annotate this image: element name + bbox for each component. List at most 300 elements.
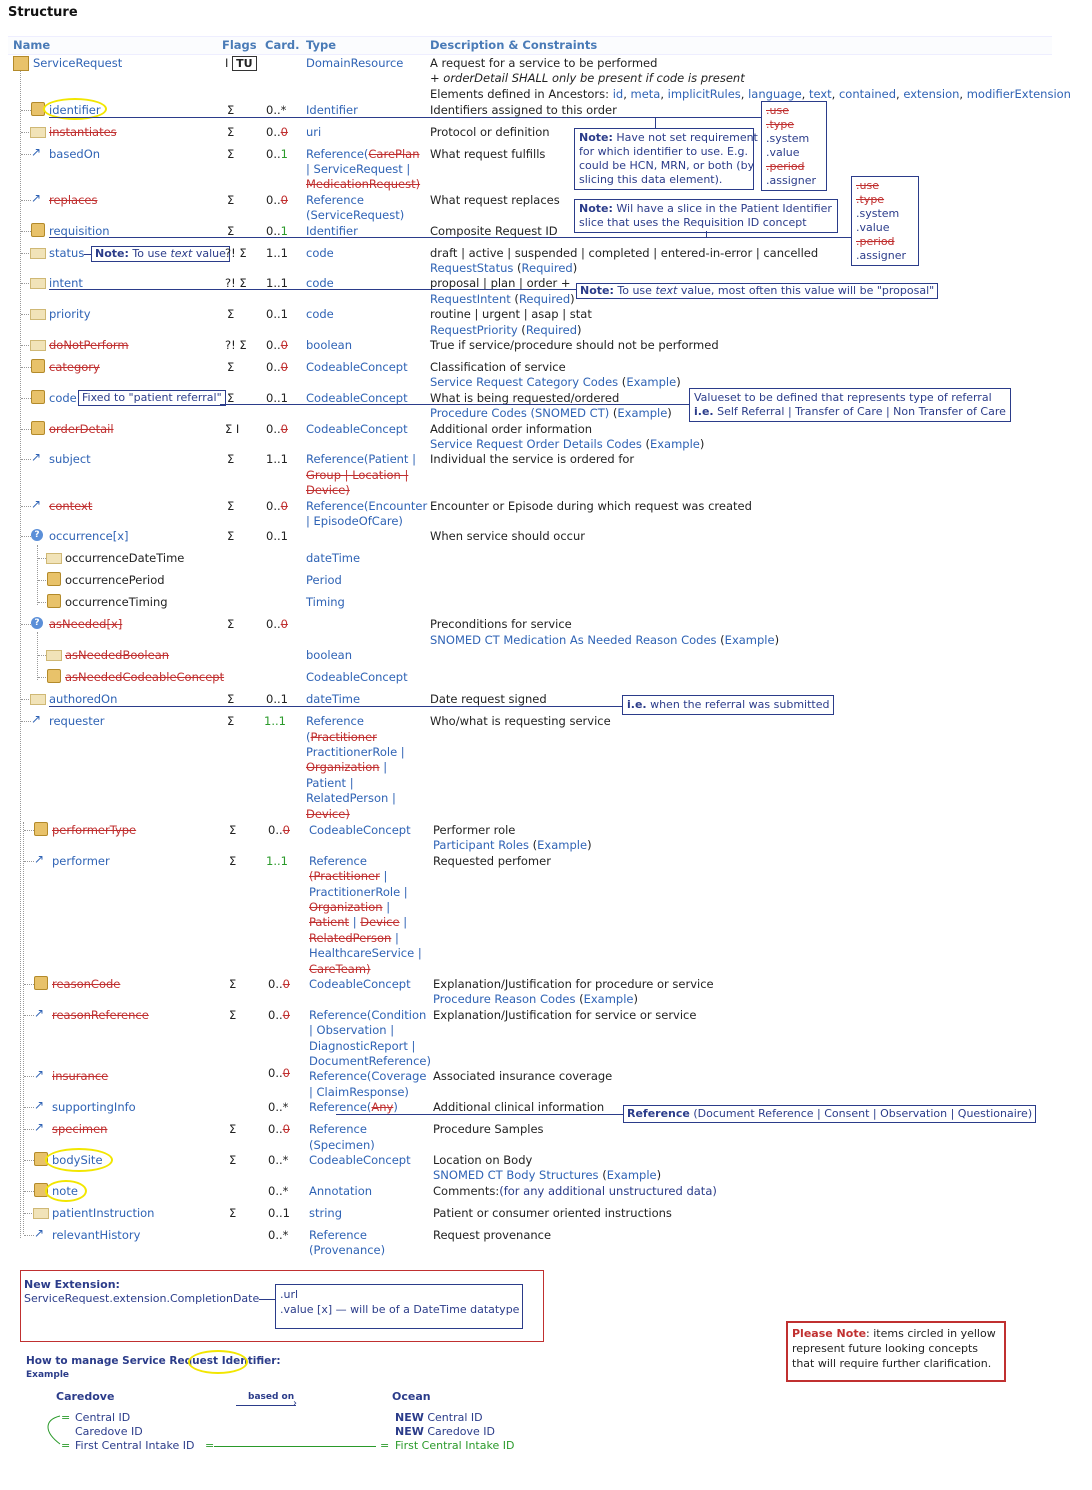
row-type[interactable]: CodeableConcept xyxy=(309,823,411,837)
binding-strength-link[interactable]: Example xyxy=(626,375,677,389)
row-type-struck: Group | Location | xyxy=(306,468,409,482)
card-min: 0.. xyxy=(266,499,281,513)
yellow-circle xyxy=(188,1350,248,1374)
reference-icon: ↗ xyxy=(34,1098,45,1112)
row-name-requester[interactable]: requester xyxy=(49,714,105,728)
binding-strength-link[interactable]: Example xyxy=(724,633,775,647)
card-max: 0 xyxy=(280,617,288,631)
row-type[interactable]: CodeableConcept xyxy=(309,977,411,991)
datatype-icon xyxy=(34,822,48,836)
row-name-insurance[interactable]: insurance xyxy=(52,1069,109,1083)
ocean-heading: Ocean xyxy=(392,1390,431,1403)
equals-icon: = xyxy=(380,1439,390,1452)
card-min: 0.. xyxy=(266,422,281,436)
row-type[interactable]: dateTime xyxy=(306,692,361,706)
type-struck: Practitioner xyxy=(310,730,377,744)
row-flags: Σ xyxy=(227,714,235,728)
row-desc: What request fulfills xyxy=(430,147,546,161)
row-type-cont[interactable]: DocumentReference) xyxy=(309,1054,431,1068)
mapping-line xyxy=(214,1446,376,1447)
row-name-code[interactable]: code xyxy=(49,391,77,405)
row-type[interactable]: CodeableConcept xyxy=(306,422,408,436)
connector-line xyxy=(49,237,851,238)
valueset-link[interactable]: RequestStatus xyxy=(430,261,514,275)
row-desc: Request provenance xyxy=(433,1228,552,1242)
row-desc: Individual the service is ordered for xyxy=(430,452,635,466)
tree-line xyxy=(20,68,21,1238)
row-type-cont: RelatedPerson | xyxy=(309,931,399,945)
row-flags: Σ xyxy=(229,1153,237,1167)
row-desc: Associated insurance coverage xyxy=(433,1069,613,1083)
row-card: 1..1 xyxy=(266,276,288,290)
row-desc: True if service/procedure should not be performed xyxy=(430,338,719,352)
element: .assigner xyxy=(856,249,906,262)
row-desc: Location on Body xyxy=(433,1153,533,1167)
requisition-note xyxy=(574,199,838,233)
note-text: To use xyxy=(613,284,656,297)
row-name-bodysite[interactable]: bodySite xyxy=(52,1153,103,1167)
type-part: ( xyxy=(306,730,311,744)
row-type-cont[interactable]: Patient | xyxy=(306,776,354,790)
root-ancestors: Elements defined in Ancestors: id, meta, implicitRules, language, text, contained, extension, modifierExtension xyxy=(430,87,1071,101)
note-text: value, most often this value will be "proposal" xyxy=(677,284,935,297)
valueset-link[interactable]: Service Request Order Details Codes xyxy=(430,437,642,451)
row-type[interactable]: Timing xyxy=(306,595,345,609)
row-flags: Σ xyxy=(229,854,237,868)
reference-icon: ↗ xyxy=(31,712,42,726)
datatype-icon xyxy=(31,421,45,435)
row-card xyxy=(266,617,288,631)
card-max: 0 xyxy=(282,977,290,991)
note-label: Note: xyxy=(95,247,129,260)
choice-icon: ? xyxy=(31,529,43,541)
reference-icon: ↗ xyxy=(34,1006,45,1020)
row-flags: Σ xyxy=(227,224,235,238)
row-type[interactable]: CodeableConcept xyxy=(306,360,408,374)
binding-strength-link[interactable]: Example xyxy=(617,406,668,420)
row-type[interactable]: code xyxy=(306,276,334,290)
binding-strength-link[interactable]: Required xyxy=(525,323,577,337)
row-name-occurrencedatetime[interactable]: occurrenceDateTime xyxy=(65,551,185,565)
ancestor-link[interactable]: id xyxy=(612,87,624,101)
row-type-cont[interactable]: (Specimen) xyxy=(309,1138,375,1152)
equals-icon: = xyxy=(61,1439,71,1452)
connector-line xyxy=(259,1299,275,1300)
row-name-patientinstruction[interactable]: patientInstruction xyxy=(52,1206,155,1220)
row-flags: Σ xyxy=(227,307,235,321)
desc-text: Comments: xyxy=(433,1184,500,1198)
row-valueset: RequestIntent (Required) xyxy=(430,292,575,306)
note-label: i.e. xyxy=(627,698,647,711)
row-name-identifier[interactable]: identifier xyxy=(49,103,101,117)
resource-icon xyxy=(13,56,29,71)
row-valueset: Service Request Order Details Codes (Example) xyxy=(430,437,705,451)
ancestor-link[interactable]: implicitRules xyxy=(667,87,741,101)
row-name-reasonreference[interactable]: reasonReference xyxy=(52,1008,149,1022)
tree-line-occurrence xyxy=(37,545,38,605)
connector-line xyxy=(220,404,689,405)
reference-icon: ↗ xyxy=(31,497,42,511)
row-flags: ?! Σ xyxy=(225,246,247,260)
row-type[interactable]: Reference xyxy=(306,193,364,207)
connector-line xyxy=(49,706,622,707)
datatype-icon xyxy=(31,223,45,237)
element: .value xyxy=(856,221,890,234)
note-text-italic: text xyxy=(655,284,678,297)
binding-strength-link[interactable]: Example xyxy=(583,992,634,1006)
row-name-performer[interactable]: performer xyxy=(52,854,110,868)
extension-value-label: .value [x] xyxy=(280,1303,336,1316)
valueset-link[interactable]: RequestPriority xyxy=(430,323,518,337)
ancestor-link[interactable]: text xyxy=(808,87,832,101)
row-name-donotperform[interactable]: doNotPerform xyxy=(49,338,129,352)
row-type[interactable]: Annotation xyxy=(309,1184,373,1198)
row-name-asneededboolean[interactable]: asNeededBoolean xyxy=(65,648,170,662)
note-line xyxy=(694,405,1006,419)
manage-heading-text: How to manage Service Request xyxy=(26,1355,222,1367)
extension-heading: New Extension: xyxy=(24,1278,120,1291)
tree-line xyxy=(23,822,24,1234)
element-struck: .type xyxy=(766,118,795,131)
ocean-id-text: Caredove ID xyxy=(423,1425,496,1438)
note-text: Self Referral | Transfer of Care | Non Transfer of Care xyxy=(713,405,1006,418)
primitive-icon xyxy=(46,650,62,661)
row-flags: Σ xyxy=(227,452,235,466)
ancestor-link[interactable]: extension xyxy=(903,87,960,101)
ancestor-link[interactable]: language xyxy=(748,87,802,101)
card-max: 1 xyxy=(280,147,288,161)
row-desc: Patient or consumer oriented instructions xyxy=(433,1206,672,1220)
row-name-instantiates[interactable]: instantiates xyxy=(49,125,117,139)
row-type[interactable] xyxy=(306,147,420,161)
row-type[interactable]: boolean xyxy=(306,648,352,662)
row-name-occurrencetiming[interactable]: occurrenceTiming xyxy=(65,595,168,609)
row-desc: Encounter or Episode during which request was created xyxy=(430,499,752,513)
caredove-id: Caredove ID xyxy=(75,1425,143,1438)
row-type[interactable]: Reference(Patient | xyxy=(306,452,416,466)
row-name-specimen[interactable]: specimen xyxy=(52,1122,108,1136)
desc-extra: (for any additional unstructured data) xyxy=(499,1184,717,1198)
valueset-link[interactable]: Service Request Category Codes xyxy=(430,375,619,389)
row-desc: Additional order information xyxy=(430,422,593,436)
valueset-link[interactable]: Procedure Codes (SNOMED CT) xyxy=(430,406,610,420)
row-flags: Σ I xyxy=(225,422,240,436)
row-card: 0..* xyxy=(266,103,287,117)
element-struck: .type xyxy=(856,193,885,206)
reference-icon: ↗ xyxy=(31,191,42,205)
row-type[interactable]: boolean xyxy=(306,338,352,352)
row-name-requisition[interactable]: requisition xyxy=(49,224,110,238)
type-part: Reference( xyxy=(306,147,369,161)
requisition-elements-box xyxy=(851,176,919,266)
row-desc: Requested perfomer xyxy=(433,854,551,868)
row-type[interactable]: Identifier xyxy=(306,224,358,238)
row-type-struck: Device) xyxy=(306,807,350,821)
row-flags: Σ xyxy=(229,977,237,991)
ocean-id xyxy=(395,1425,495,1438)
root-flag-tu: TU xyxy=(232,56,256,71)
binding-strength-link[interactable]: Required xyxy=(518,292,571,306)
row-name-category[interactable]: category xyxy=(49,360,100,374)
primitive-icon xyxy=(33,1208,49,1219)
row-type[interactable]: Reference(Encounter xyxy=(306,499,428,513)
equals-icon: = xyxy=(61,1411,71,1424)
row-type[interactable]: code xyxy=(306,307,334,321)
note-label: Note: xyxy=(579,202,613,215)
row-type[interactable]: uri xyxy=(306,125,322,139)
row-type-cont[interactable]: DiagnosticReport | xyxy=(309,1039,416,1053)
row-type[interactable]: Reference(Condition xyxy=(309,1008,427,1022)
valueset-link[interactable]: SNOMED CT Body Structures xyxy=(433,1168,599,1182)
root-flags xyxy=(225,56,257,71)
row-name-intent[interactable]: intent xyxy=(49,276,83,290)
valueset-link[interactable]: Participant Roles xyxy=(433,838,529,852)
row-card: 0..1 xyxy=(266,307,288,321)
reference-icon: ↗ xyxy=(34,852,45,866)
row-name-performertype[interactable]: performerType xyxy=(52,823,137,837)
connector-line xyxy=(49,289,576,290)
page-title: Structure xyxy=(8,5,78,20)
note-label: i.e. xyxy=(694,405,714,418)
row-type-cont[interactable]: | Observation | xyxy=(309,1023,395,1037)
row-desc: Performer role xyxy=(433,823,516,837)
row-card xyxy=(268,977,290,991)
card-max: 0 xyxy=(280,499,288,513)
row-name-asneededcodeableconcept[interactable]: asNeededCodeableConcept xyxy=(65,670,225,684)
row-type[interactable]: Reference xyxy=(309,1122,367,1136)
row-flags: Σ xyxy=(227,617,235,631)
row-flags: Σ xyxy=(229,1008,237,1022)
row-type[interactable]: Identifier xyxy=(306,103,358,117)
row-flags: Σ xyxy=(227,360,235,374)
row-type[interactable]: string xyxy=(309,1206,343,1220)
ocean-id-text: Central ID xyxy=(423,1411,483,1424)
please-note-label: Please Note xyxy=(792,1327,867,1340)
row-card: 0..* xyxy=(268,1228,289,1242)
row-desc: Composite Request ID xyxy=(430,224,558,238)
row-type[interactable]: Reference(Coverage xyxy=(309,1069,427,1083)
row-card: 1..1 xyxy=(266,854,288,868)
row-type-cont[interactable]: | ServiceRequest | xyxy=(306,162,411,176)
row-type-cont[interactable]: (Provenance) xyxy=(309,1243,386,1257)
row-type-cont xyxy=(309,900,390,914)
row-flags: Σ xyxy=(229,1122,237,1136)
row-type-cont[interactable]: RelatedPerson | xyxy=(306,791,396,805)
row-card xyxy=(266,360,288,374)
yellow-circle xyxy=(45,1148,113,1172)
element-struck: .use xyxy=(766,104,789,117)
caredove-id: Central ID xyxy=(75,1411,131,1424)
row-card xyxy=(266,224,288,238)
header-card: Card. xyxy=(265,38,300,52)
row-type[interactable]: Reference xyxy=(306,714,364,728)
type-part: ) xyxy=(393,1100,398,1114)
row-name-replaces[interactable]: replaces xyxy=(49,193,98,207)
row-name-authoredon[interactable]: authoredOn xyxy=(49,692,118,706)
valueset-link[interactable]: SNOMED CT Medication As Needed Reason Codes xyxy=(430,633,717,647)
row-name-servicerequest[interactable]: ServiceRequest xyxy=(33,56,123,70)
based-on-arrow xyxy=(236,1405,296,1406)
note-line xyxy=(579,202,833,216)
row-valueset: SNOMED CT Body Structures (Example) xyxy=(433,1168,662,1182)
row-name-supportinginfo[interactable]: supportingInfo xyxy=(52,1100,136,1114)
row-desc: Date request signed xyxy=(430,692,547,706)
row-card: 1..1 xyxy=(266,246,288,260)
type-part: | xyxy=(386,900,391,914)
binding-strength-link[interactable]: Example xyxy=(606,1168,657,1182)
card-min: 0.. xyxy=(268,1122,283,1136)
row-name-priority[interactable]: priority xyxy=(49,307,91,321)
row-type-cont[interactable]: | EpisodeOfCare) xyxy=(306,514,403,528)
row-desc: What request replaces xyxy=(430,193,560,207)
row-type-cont[interactable]: PractitionerRole | xyxy=(306,745,405,759)
note-label: Reference xyxy=(627,1107,690,1120)
row-type[interactable]: code xyxy=(306,246,334,260)
row-card xyxy=(266,499,288,513)
card-min: 0.. xyxy=(266,617,281,631)
card-max: 0 xyxy=(280,422,288,436)
card-min: 0.. xyxy=(266,125,281,139)
row-name-context[interactable]: context xyxy=(49,499,93,513)
row-type-cont[interactable]: | ClaimResponse) xyxy=(309,1085,409,1099)
root-flag-i: I xyxy=(225,56,229,70)
ancestor-link[interactable]: modifierExtension xyxy=(966,87,1071,101)
row-type-cont[interactable]: (ServiceRequest) xyxy=(306,208,405,222)
note-line: slicing this data element). xyxy=(579,173,723,186)
status-note xyxy=(91,246,230,262)
ancestor-link[interactable]: contained xyxy=(838,87,897,101)
card-min: 0.. xyxy=(268,823,283,837)
please-note-line: represent future looking concepts xyxy=(792,1342,979,1355)
row-type[interactable]: dateTime xyxy=(306,551,361,565)
extension-elements-box xyxy=(275,1284,523,1329)
row-name-note[interactable]: note xyxy=(52,1184,78,1198)
element: .assigner xyxy=(766,174,816,187)
row-type[interactable]: CodeableConcept xyxy=(309,1153,411,1167)
supportinginfo-note xyxy=(623,1105,1036,1123)
manage-heading-identifier: Identifier: xyxy=(221,1355,281,1367)
row-type-struck: CareTeam) xyxy=(309,962,371,976)
type-part: Reference( xyxy=(309,1100,372,1114)
row-card xyxy=(268,823,290,837)
card-max: 1 xyxy=(280,224,288,238)
card-min: 0.. xyxy=(268,1008,283,1022)
note-label: Note: xyxy=(580,284,614,297)
row-type[interactable]: CodeableConcept xyxy=(306,670,408,684)
reference-icon: ↗ xyxy=(34,1067,45,1081)
tree-line-asneeded xyxy=(37,632,38,680)
row-type[interactable]: Reference xyxy=(309,1228,367,1242)
row-name-occurrence[interactable]: occurrence[x] xyxy=(49,529,129,543)
binding-strength-link[interactable]: Example xyxy=(537,838,588,852)
row-type[interactable]: Period xyxy=(306,573,342,587)
row-card xyxy=(266,422,288,436)
binding-strength-link[interactable]: Required xyxy=(521,261,573,275)
row-flags: Σ xyxy=(227,391,235,405)
row-name-orderdetail[interactable]: orderDetail xyxy=(49,422,114,436)
note-text: when the referral was submitted xyxy=(646,698,830,711)
row-valueset: SNOMED CT Medication As Needed Reason Codes (Example) xyxy=(430,633,780,647)
row-card: 0..* xyxy=(268,1153,289,1167)
valueset-link[interactable]: RequestIntent xyxy=(430,292,511,306)
row-flags: Σ xyxy=(227,125,235,139)
please-note-line: that will require further clarification. xyxy=(792,1357,992,1370)
row-card: 0..1 xyxy=(268,1206,290,1220)
datatype-icon xyxy=(34,976,48,990)
type-struck: Device xyxy=(360,915,400,929)
row-type-cont[interactable]: HealthcareService | xyxy=(309,946,422,960)
datatype-icon xyxy=(47,572,61,586)
element: .system xyxy=(856,207,900,220)
card-min: 0.. xyxy=(266,224,281,238)
row-type-cont[interactable]: PractitionerRole | xyxy=(309,885,408,899)
authoredon-note xyxy=(622,695,834,715)
card-min: 0.. xyxy=(266,360,281,374)
binding-strength-link[interactable]: Example xyxy=(649,437,700,451)
row-type-cont: Patient | Device | xyxy=(309,915,408,929)
header-flags: Flags xyxy=(222,38,257,52)
row-type[interactable]: Reference xyxy=(309,854,367,868)
reference-icon: ↗ xyxy=(31,450,42,464)
row-name-status[interactable]: status xyxy=(49,246,85,260)
row-name-relevanthistory[interactable]: relevantHistory xyxy=(52,1228,141,1242)
card-max: 0 xyxy=(280,338,288,352)
row-valueset: RequestStatus (Required) xyxy=(430,261,578,275)
row-type[interactable]: CodeableConcept xyxy=(306,391,408,405)
ancestor-link[interactable]: meta xyxy=(630,87,661,101)
please-note-line xyxy=(792,1326,996,1341)
reference-icon: ↗ xyxy=(34,1226,45,1240)
card-max: 0 xyxy=(280,193,288,207)
row-valueset: Participant Roles (Example) xyxy=(433,838,592,852)
note-text: Wil have a slice in the Patient Identifier xyxy=(612,202,832,215)
row-desc: When service should occur xyxy=(430,529,585,543)
row-name-asneeded[interactable]: asNeeded[x] xyxy=(49,617,123,631)
row-type-cont xyxy=(309,869,387,883)
note-text-italic: text xyxy=(170,247,193,260)
note-text: value xyxy=(192,247,226,260)
row-flags: Σ xyxy=(227,692,235,706)
row-type[interactable] xyxy=(309,1100,398,1114)
row-name-occurrenceperiod[interactable]: occurrencePeriod xyxy=(65,573,165,587)
valueset-link[interactable]: Procedure Reason Codes xyxy=(433,992,576,1006)
code-valueset-note xyxy=(689,388,1011,422)
note-text: Have not set requirement xyxy=(612,131,758,144)
reference-icon: ↗ xyxy=(34,1120,45,1134)
card-max: 0 xyxy=(282,1066,290,1080)
note-line: for which identifier to use. E.g. xyxy=(579,145,748,158)
extension-value xyxy=(280,1302,518,1317)
root-type[interactable]: DomainResource xyxy=(306,56,404,70)
row-desc: Explanation/Justification for service or service xyxy=(433,1008,697,1022)
row-name-reasoncode[interactable]: reasonCode xyxy=(52,977,121,991)
row-name-subject[interactable]: subject xyxy=(49,452,91,466)
row-desc: Additional clinical information xyxy=(433,1100,605,1114)
row-name-basedon[interactable]: basedOn xyxy=(49,147,101,161)
row-type-struck: Device) xyxy=(306,483,350,497)
row-flags: Σ xyxy=(227,103,235,117)
datatype-icon xyxy=(47,594,61,608)
row-card: 0..1 xyxy=(266,692,288,706)
ancestors-label: Elements defined in Ancestors: xyxy=(430,87,613,101)
based-on-label: based on xyxy=(248,1392,295,1402)
note-line: slice that uses the Requisition ID concept xyxy=(579,216,807,229)
equals-icon: = xyxy=(205,1439,215,1452)
primitive-icon xyxy=(30,127,46,138)
type-part: | xyxy=(383,869,388,883)
row-card: 0..1 xyxy=(266,391,288,405)
element-struck: .period xyxy=(856,235,895,248)
